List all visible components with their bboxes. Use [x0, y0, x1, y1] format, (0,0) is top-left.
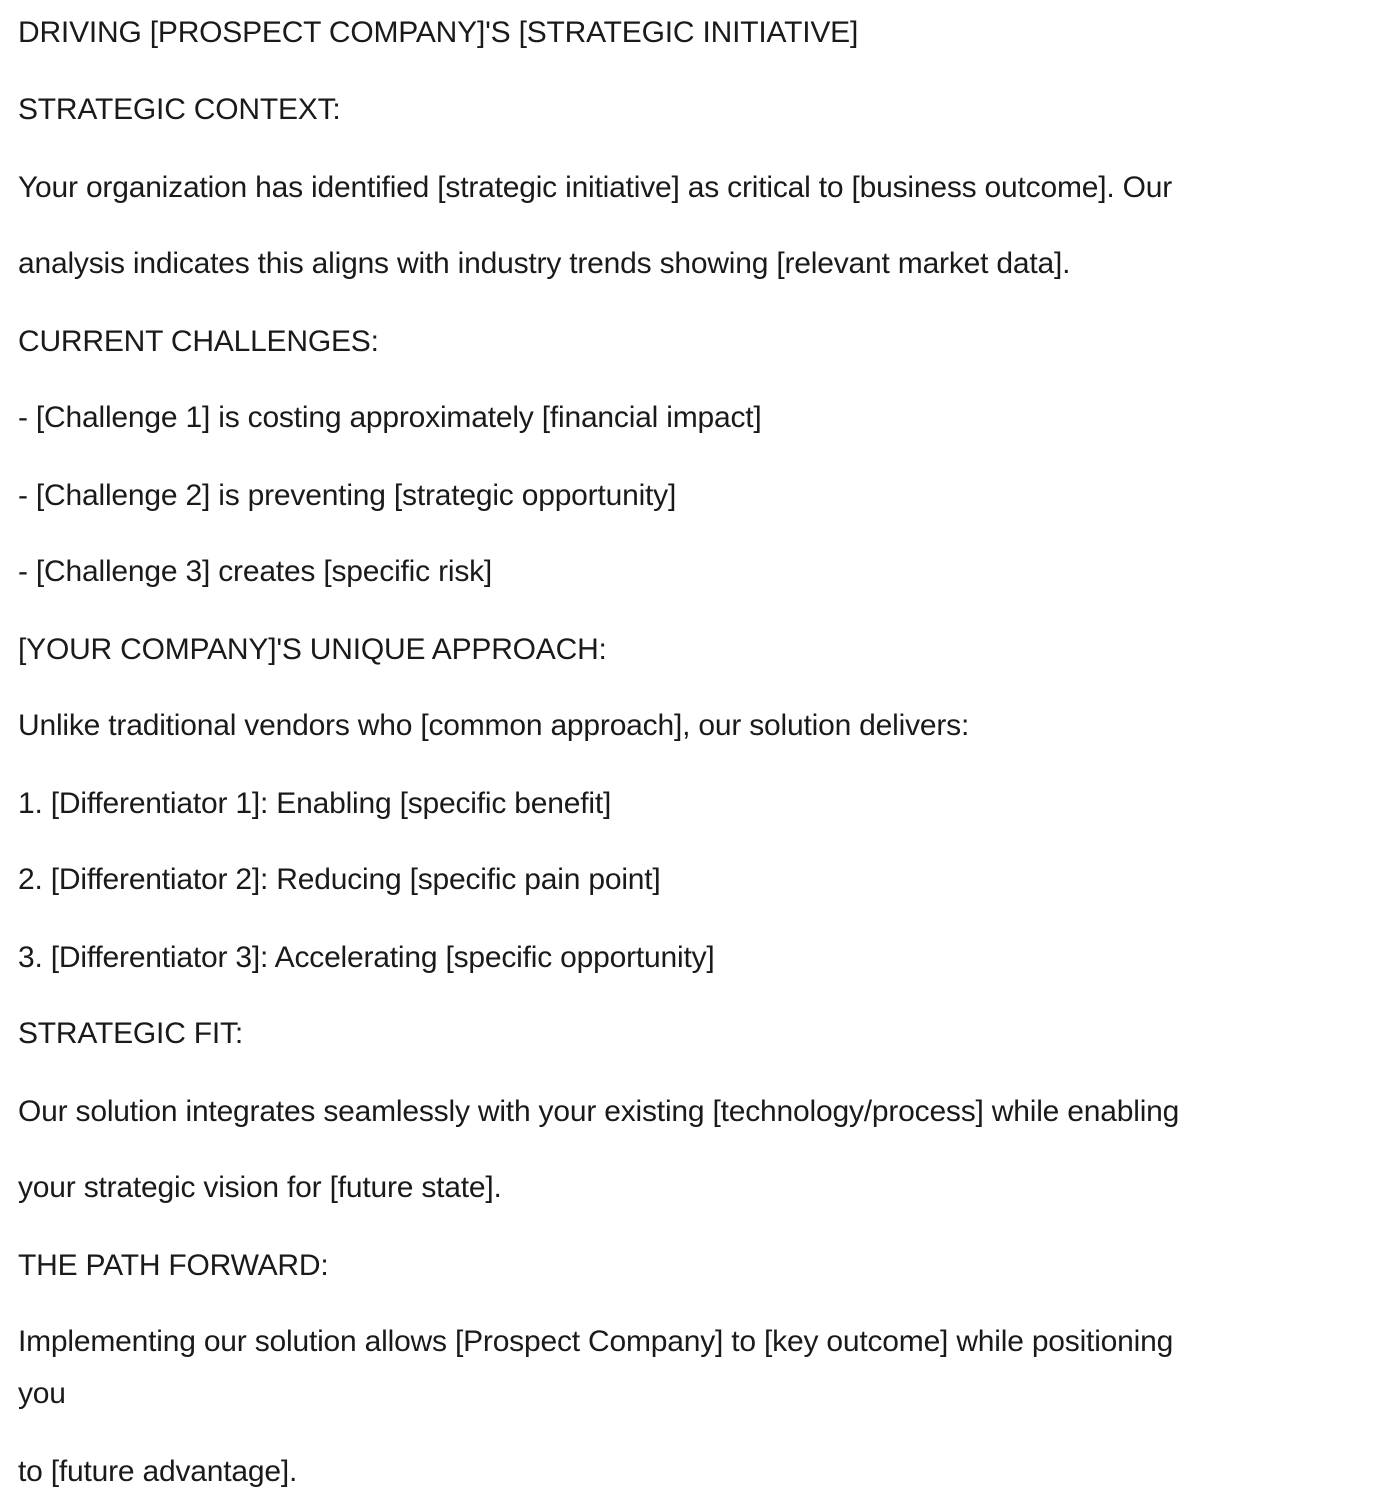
document-title: DRIVING [PROSPECT COMPANY]'S [STRATEGIC INITIATIVE] [18, 16, 859, 49]
strategic-context-text-line: Your organization has identified [strategic initiative] as critical to [business outcome]. Our [18, 171, 1173, 204]
path-forward-heading: THE PATH FORWARD: [18, 1249, 329, 1282]
unique-approach-intro: Unlike traditional vendors who [common approach], our solution delivers: [18, 709, 970, 742]
current-challenges-heading: CURRENT CHALLENGES: [18, 325, 379, 358]
differentiator-item: 1. [Differentiator 1]: Enabling [specific benefit] [18, 787, 612, 820]
strategic-context-text-line: analysis indicates this aligns with industry trends showing [relevant market data]. [18, 247, 1071, 280]
strategic-fit-text-line: Our solution integrates seamlessly with your existing [technology/process] while enabling [18, 1095, 1180, 1128]
strategic-fit-heading: STRATEGIC FIT: [18, 1017, 243, 1050]
path-forward-text-line: Implementing our solution allows [Prospect Company] to [key outcome] while positioning [18, 1325, 1174, 1358]
differentiator-item: 3. [Differentiator 3]: Accelerating [specific opportunity] [18, 941, 715, 974]
unique-approach-heading: [YOUR COMPANY]'S UNIQUE APPROACH: [18, 633, 607, 666]
challenge-item: - [Challenge 3] creates [specific risk] [18, 555, 493, 588]
path-forward-text-line: to [future advantage]. [18, 1455, 298, 1488]
differentiator-item: 2. [Differentiator 2]: Reducing [specific pain point] [18, 863, 661, 896]
path-forward-text-line: you [18, 1377, 66, 1410]
challenge-item: - [Challenge 2] is preventing [strategic opportunity] [18, 479, 677, 512]
challenge-item: - [Challenge 1] is costing approximately [financial impact] [18, 401, 762, 434]
strategic-fit-text-line: your strategic vision for [future state]. [18, 1171, 502, 1204]
strategic-context-heading: STRATEGIC CONTEXT: [18, 93, 341, 126]
